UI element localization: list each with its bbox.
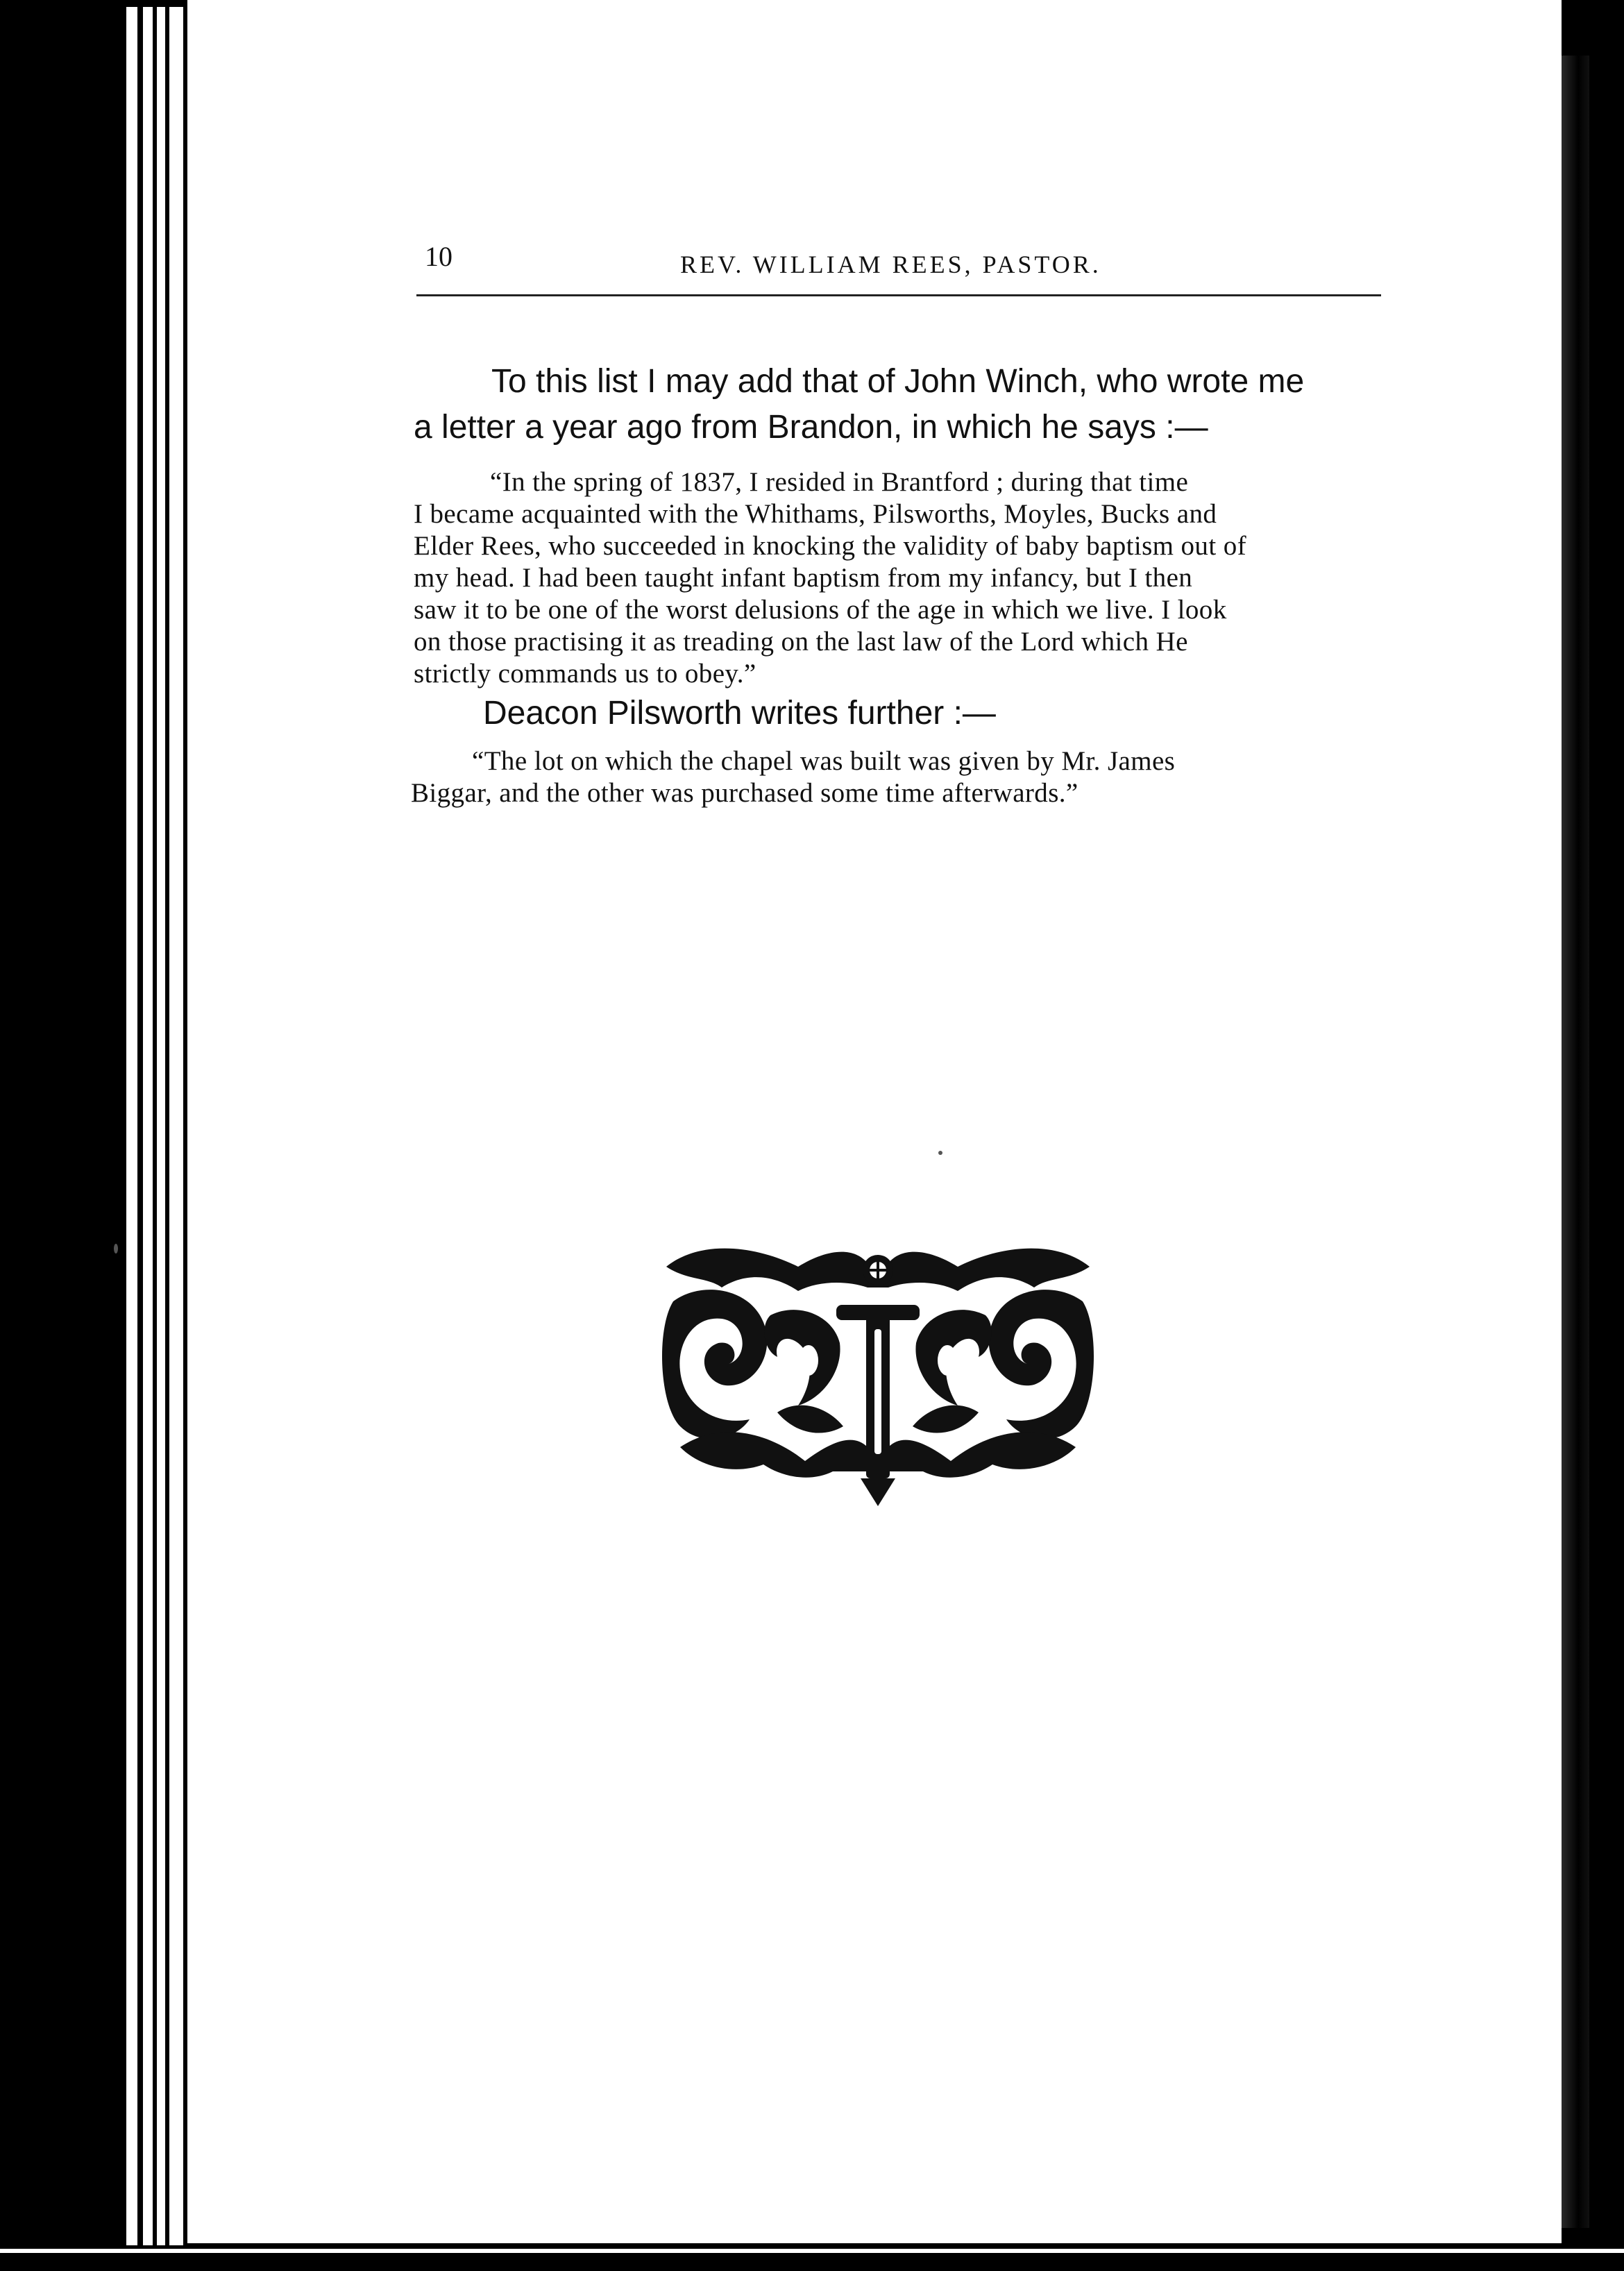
quote-line: on those practising it as treading on the last law of the Lord which He: [414, 627, 1188, 657]
page-edge: [126, 7, 137, 2245]
page-edge: [143, 7, 153, 2245]
quote-line: “The lot on which the chapel was built was given by Mr. James: [472, 746, 1176, 776]
quote-line: Biggar, and the other was purchased some time afterwards.”: [411, 778, 1079, 808]
quote-line: Elder Rees, who succeeded in knocking the validity of baby baptism out of: [414, 531, 1246, 561]
intro-line: To this list I may add that of John Winch, who wrote me: [491, 363, 1305, 400]
book-page: [187, 0, 1562, 2243]
header-rule: [416, 294, 1381, 296]
quote-line: saw it to be one of the worst delusions of the age in which we live. I look: [414, 595, 1227, 625]
page-number: 10: [425, 241, 452, 272]
quote-line: my head. I had been taught infant baptism from my infancy, but I then: [414, 563, 1193, 593]
intro-line: a letter a year ago from Brandon, in which he says :—: [414, 409, 1208, 446]
scan-speck: [938, 1151, 942, 1155]
quote-line: I became acquainted with the Whithams, Pilsworths, Moyles, Bucks and: [414, 499, 1217, 529]
quote-line: strictly commands us to obey.”: [414, 659, 756, 689]
floral-tailpiece-ornament-icon: [659, 1239, 1097, 1506]
quote-line: “In the spring of 1837, I resided in Brantford ; during that time: [490, 467, 1189, 497]
scan-bottom-line: [0, 2249, 1624, 2253]
scan-speck: [114, 1244, 118, 1253]
page-edge: [157, 7, 165, 2245]
running-title: REV. WILLIAM REES, PASTOR.: [680, 251, 1101, 278]
page-edge: [169, 7, 183, 2245]
page-gutter-shadow: [1562, 56, 1589, 2228]
section-heading: Deacon Pilsworth writes further :—: [483, 695, 996, 732]
